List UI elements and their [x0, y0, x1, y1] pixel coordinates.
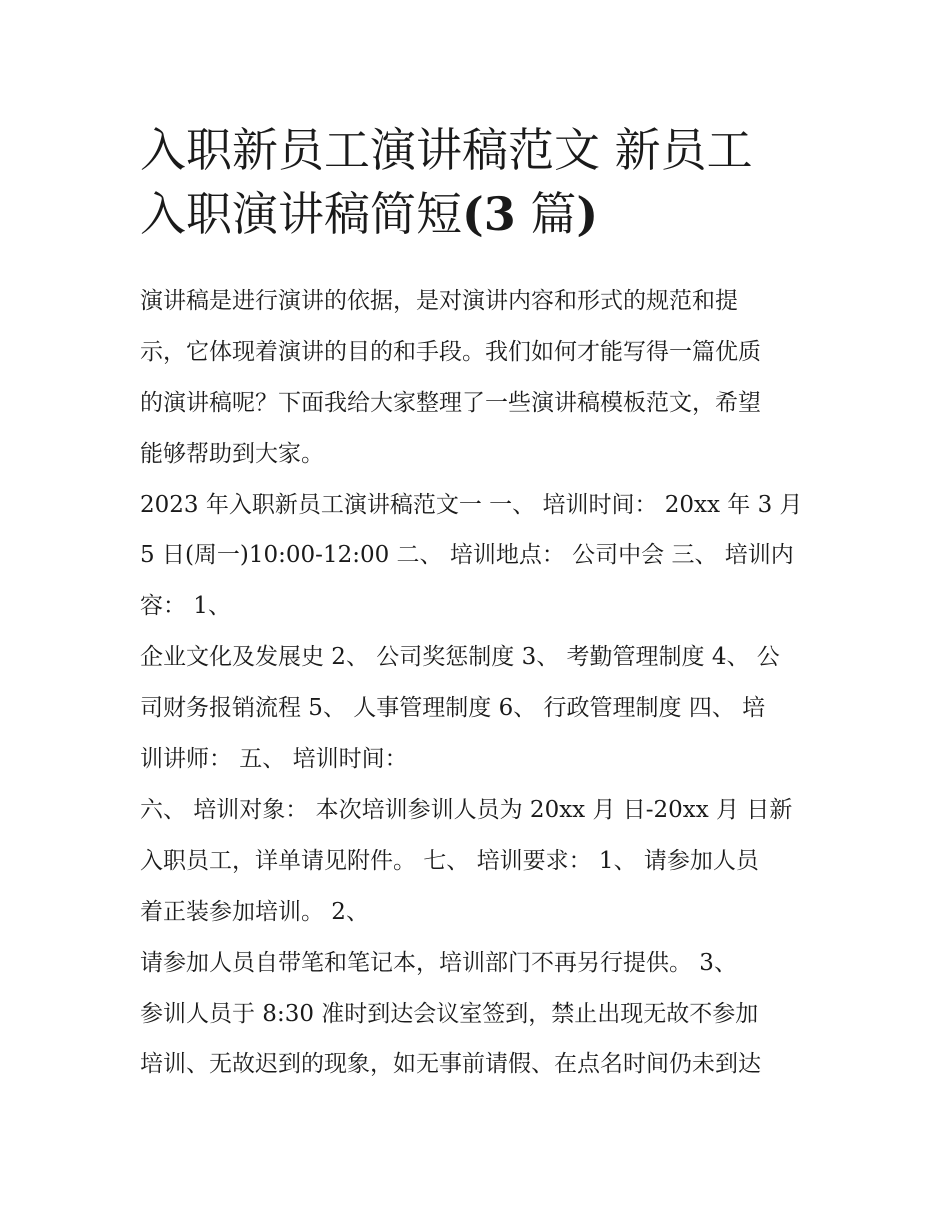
body-line: 企业文化及发展史 2、 公司奖惩制度 3、 考勤管理制度 4、 公: [140, 644, 780, 670]
body-line: 入职员工，详单请见附件。 七、 培训要求： 1、 请参加人员: [140, 848, 759, 874]
body-line: 着正装参加培训。 2、: [140, 899, 369, 925]
body-line: 六、 培训对象： 本次培训参训人员为 20xx 月 日-20xx 月 日新: [140, 797, 793, 823]
body-line: 培训、无故迟到的现象，如无事前请假、在点名时间仍未到达: [140, 1051, 761, 1077]
body-line: 的演讲稿呢？下面我给大家整理了一些演讲稿模板范文，希望: [140, 390, 761, 416]
title-line-2-count: (3: [462, 187, 516, 241]
body-line: 5 日(周一)10:00-12:00 二、 培训地点： 公司中会 三、 培训内: [140, 542, 794, 568]
body-line: 容： 1、: [140, 593, 231, 619]
body-line: 训讲师： 五、 培训时间：: [140, 746, 408, 772]
body-line: 能够帮助到大家。: [140, 441, 324, 467]
title-line-1: 入职新员工演讲稿范文 新员工: [140, 123, 753, 177]
body-line: 示，它体现着演讲的目的和手段。我们如何才能写得一篇优质: [140, 339, 761, 365]
body-line: 2023 年入职新员工演讲稿范文一 一、 培训时间： 20xx 年 3 月: [140, 492, 803, 518]
title-line-2: [140, 182, 820, 246]
body-line: 司财务报销流程 5、 人事管理制度 6、 行政管理制度 四、 培: [140, 695, 766, 721]
body-line: 请参加人员自带笔和笔记本，培训部门不再另行提供。 3、: [140, 950, 737, 976]
body-line: 参训人员于 8:30 准时到达会议室签到，禁止出现无故不参加: [140, 1001, 759, 1027]
title-line-2-suffix: 篇: [515, 187, 577, 241]
title-line-2-prefix: 入职演讲稿简短: [140, 187, 462, 241]
body-line: 演讲稿是进行演讲的依据，是对演讲内容和形式的规范和提: [140, 288, 738, 314]
page-title: [140, 118, 820, 246]
title-line-2-close: ): [576, 187, 599, 241]
